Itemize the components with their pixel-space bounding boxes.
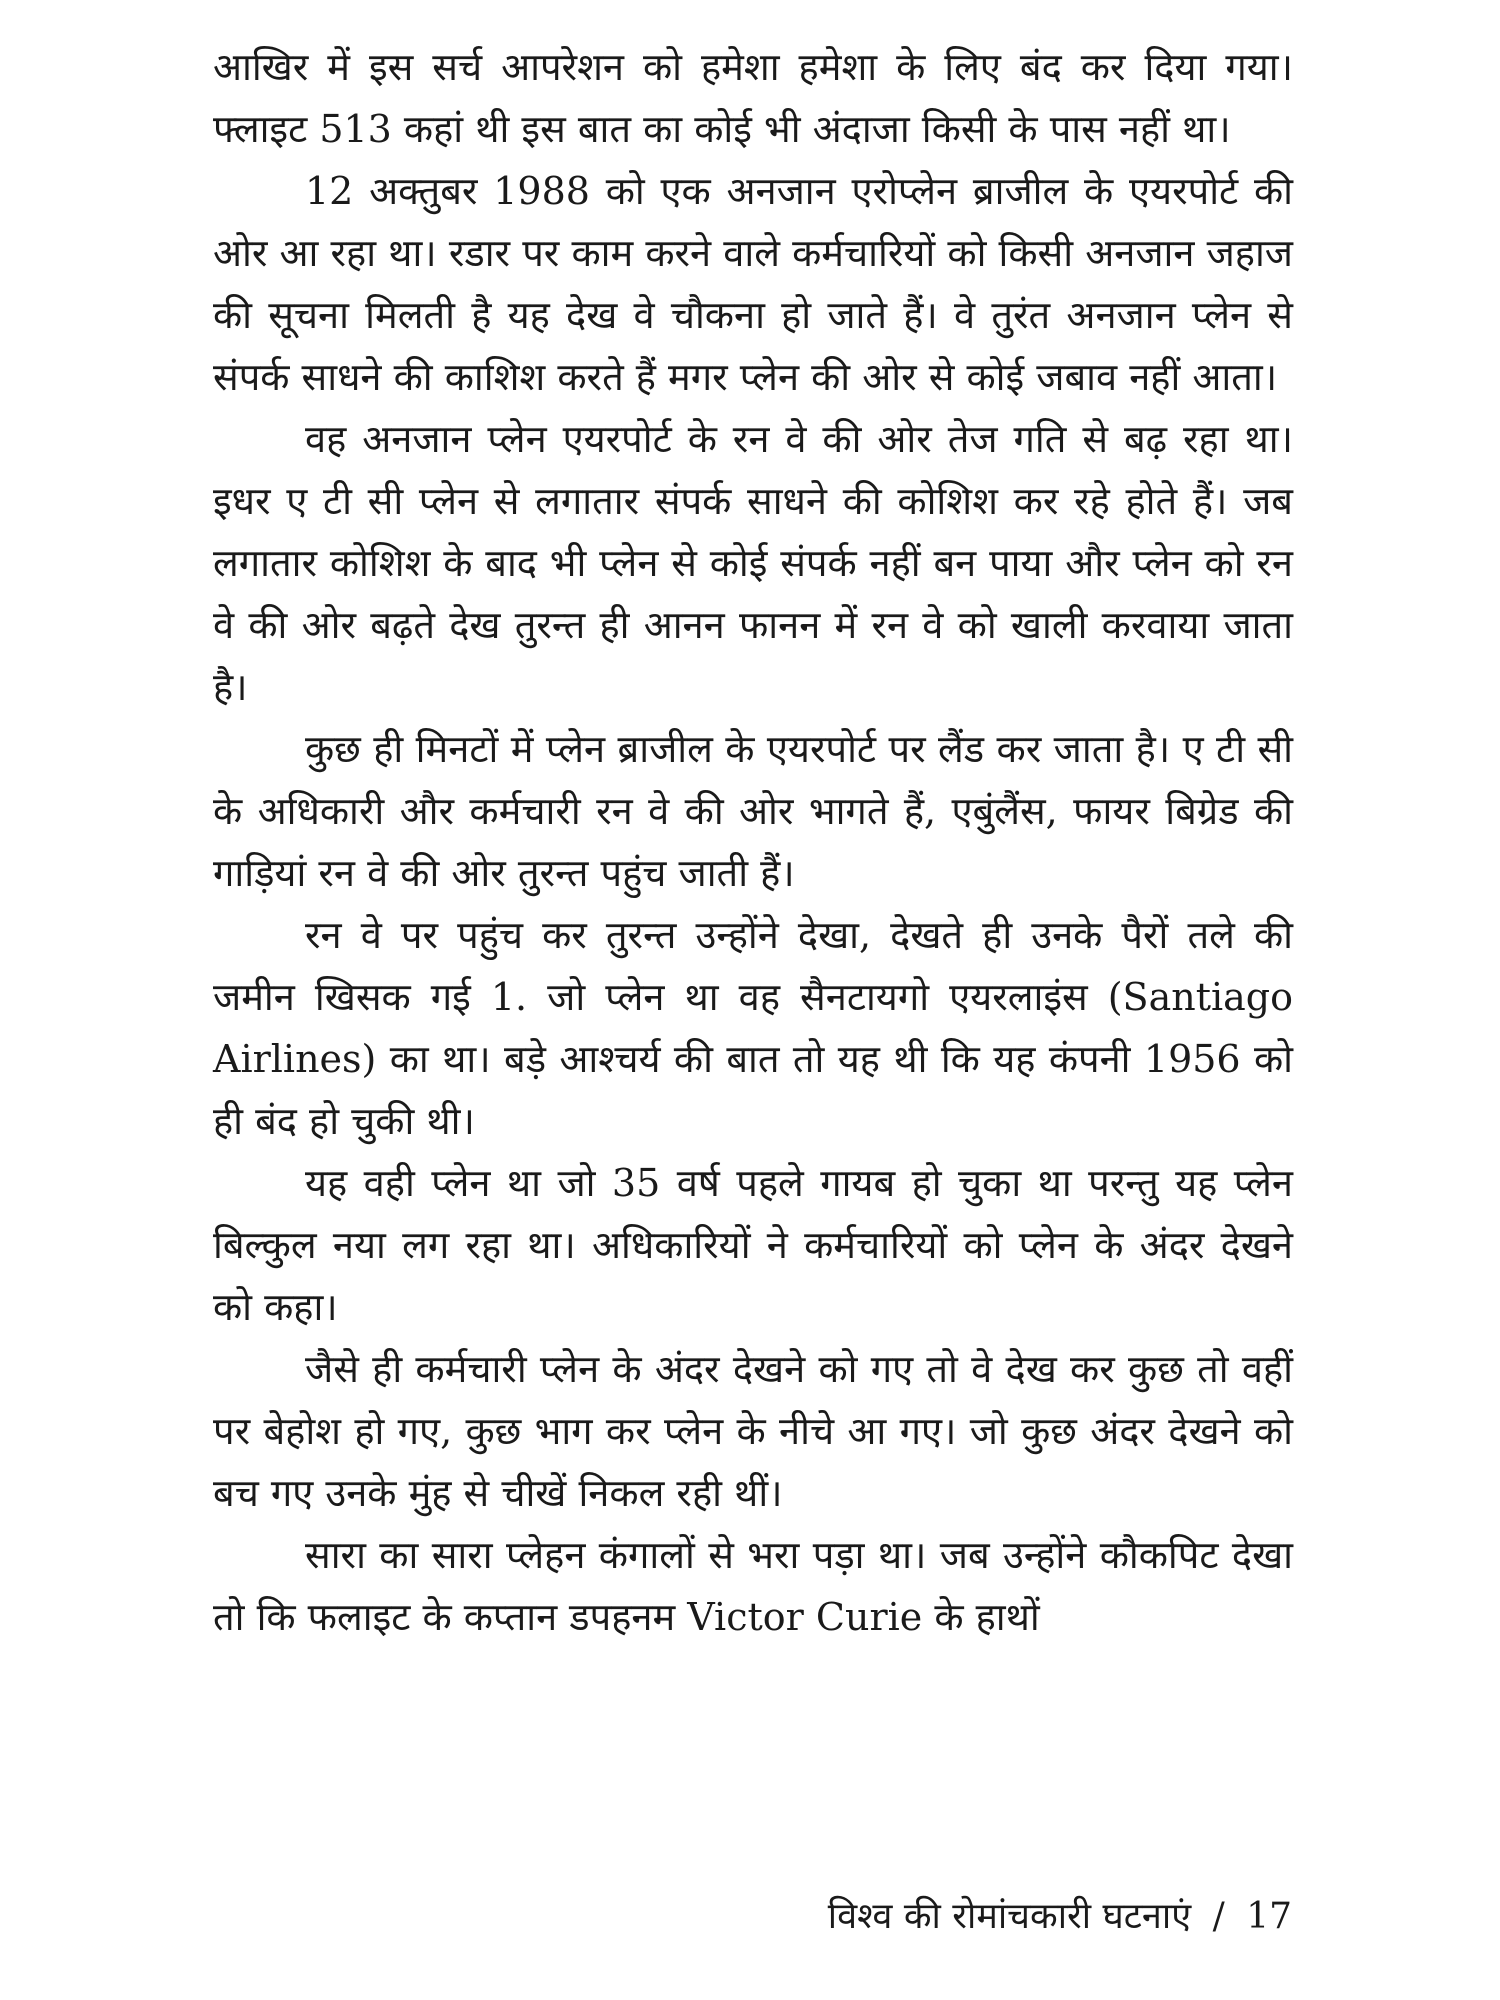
paragraph: 12 अक्तुबर 1988 को एक अनजान एरोप्लेन ब्राजील के एयरपोर्ट की ओर आ रहा था। रडार पर काम करने वाले कर्मचारियों को किसी अनजान जहाज की सूचना मिलती है यह देख वे चौकना हो जाते हैं। वे तुरंत अनजान प्लेन से संपर्क साधने की काशिश करते हैं मगर प्लेन की ओर से कोई जबाव नहीं आता। (213, 169, 1293, 399)
paragraph: रन वे पर पहुंच कर तुरन्त उन्होंने देखा, देखते ही उनके पैरों तले की जमीन खिसक गई 1. जो प्लेन था वह सैनटायगो एयरलाइंस (Santiago Airlines) का था। बड़े आश्चर्य की बात तो यह थी कि यह कंपनी 1956 को ही बंद हो चुकी थी। (213, 913, 1293, 1143)
paragraph: सारा का सारा प्लेहन कंगालों से भरा पड़ा था। जब उन्होंने कौकपिट देखा तो कि फलाइट के कप्तान डपहनम Victor Curie के हाथों (213, 1533, 1293, 1639)
paragraph: कुछ ही मिनटों में प्लेन ब्राजील के एयरपोर्ट पर लैंड कर जाता है। ए टी सी के अधिकारी और कर्मचारी रन वे की ओर भागते हैं, एबुंलैंस, फायर बिग्रेड की गाड़ियां रन वे की ओर तुरन्त पहुंच जाती हैं। (213, 727, 1293, 895)
paragraph: वह अनजान प्लेन एयरपोर्ट के रन वे की ओर तेज गति से बढ़ रहा था। इधर ए टी सी प्लेन से लगातार संपर्क साधने की कोशिश कर रहे होते हैं। जब लगातार कोशिश के बाद भी प्लेन से कोई संपर्क नहीं बन पाया और प्लेन को रन वे की ओर बढ़ते देख तुरन्त ही आनन फानन में रन वे को खाली करवाया जाता है। (213, 417, 1293, 709)
body-text (213, 36, 1293, 1648)
paragraph: आखिर में इस सर्च आपरेशन को हमेशा हमेशा के लिए बंद कर दिया गया। फ्लाइट 513 कहां थी इस बात का कोई भी अंदाजा किसी के पास नहीं था। (213, 45, 1293, 151)
paragraph: यह वही प्लेन था जो 35 वर्ष पहले गायब हो चुका था परन्तु यह प्लेन बिल्कुल नया लग रहा था। अधिकारियों ने कर्मचारियों को प्लेन के अंदर देखने को कहा। (213, 1161, 1293, 1329)
footer-separator: / (1212, 1896, 1225, 1937)
paragraph: जैसे ही कर्मचारी प्लेन के अंदर देखने को गए तो वे देख कर कुछ तो वहीं पर बेहोश हो गए, कुछ भाग कर प्लेन के नीचे आ गए। जो कुछ अंदर देखने को बच गए उनके मुंह से चीखें निकल रही थीं। (213, 1347, 1293, 1515)
book-title: विश्व की रोमांचकारी घटनाएं (827, 1896, 1192, 1937)
page-footer (828, 1890, 1292, 1939)
page-number: 17 (1246, 1896, 1292, 1937)
